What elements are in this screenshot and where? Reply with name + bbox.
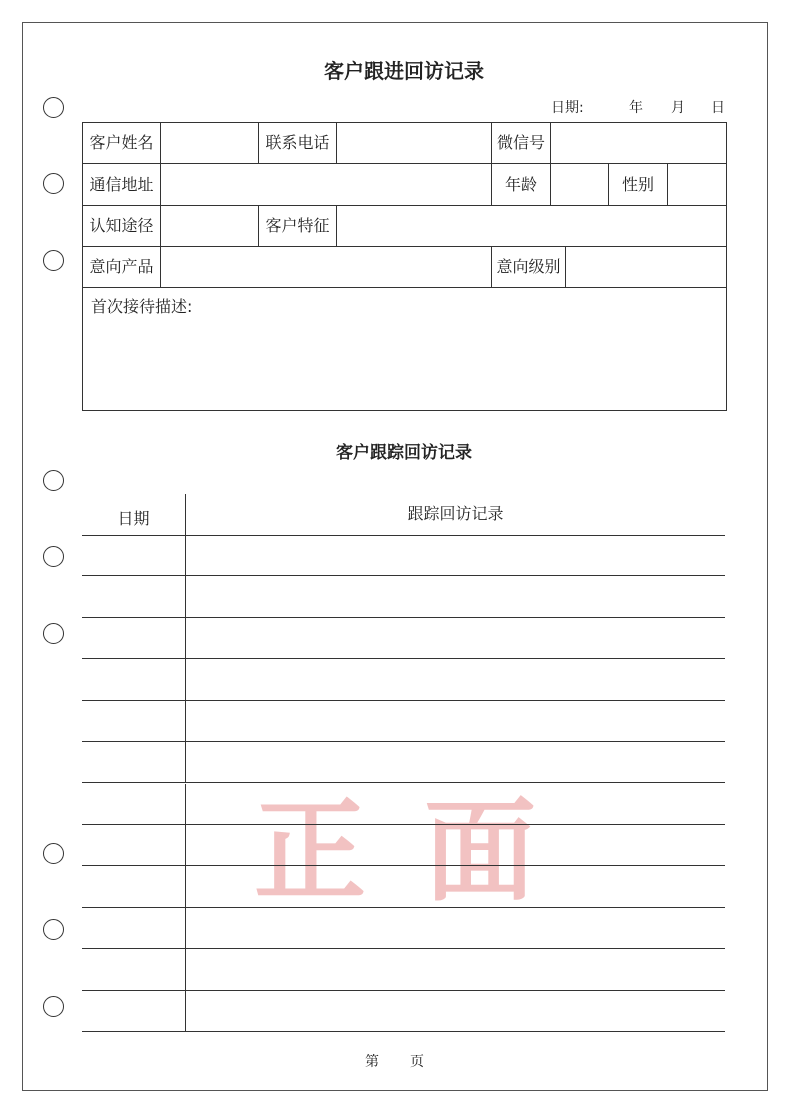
- followup-row: [82, 659, 725, 700]
- followup-title: 客户跟踪回访记录: [336, 443, 472, 463]
- product-label: 意向产品: [82, 246, 161, 288]
- product-value: [160, 246, 492, 288]
- followup-row: [82, 701, 725, 742]
- followup-record-cell: [186, 701, 725, 741]
- first-reception-label: 首次接待描述:: [91, 297, 193, 316]
- date-year-label: 年: [629, 100, 643, 116]
- customer-name-label: 客户姓名: [82, 122, 161, 164]
- followup-date-cell: [82, 576, 186, 616]
- followup-record-cell: [186, 825, 725, 865]
- phone-label: 联系电话: [258, 122, 337, 164]
- source-label: 认知途径: [82, 205, 161, 247]
- wechat-value: [550, 122, 727, 164]
- age-label: 年龄: [491, 163, 551, 206]
- level-value: [565, 246, 727, 288]
- followup-date-cell: [82, 701, 186, 741]
- level-label: 意向级别: [491, 246, 566, 288]
- binder-hole: [43, 843, 64, 864]
- followup-record-cell: [186, 991, 725, 1031]
- age-value: [550, 163, 609, 206]
- followup-record-cell: [186, 659, 725, 699]
- date-day-label: 日: [711, 100, 725, 116]
- followup-row: [82, 991, 725, 1032]
- traits-value: [336, 205, 727, 247]
- watermark: 正面: [254, 786, 594, 917]
- followup-table-header: [82, 494, 725, 536]
- followup-row: [82, 784, 725, 825]
- followup-record-cell: [186, 618, 725, 658]
- date-month-label: 月: [671, 100, 685, 116]
- address-label: 通信地址: [82, 163, 161, 206]
- followup-date-cell: [82, 949, 186, 989]
- followup-record-cell: [186, 866, 725, 906]
- first-reception-box: [82, 287, 727, 411]
- binder-hole: [43, 919, 64, 940]
- gender-value: [667, 163, 727, 206]
- followup-record-cell: [186, 742, 725, 782]
- followup-date-cell: [82, 991, 186, 1031]
- binder-hole: [43, 546, 64, 567]
- page-title: 客户跟进回访记录: [324, 59, 484, 83]
- followup-row: [82, 576, 725, 617]
- followup-date-cell: [82, 784, 186, 824]
- followup-row: [82, 618, 725, 659]
- followup-date-cell: [82, 908, 186, 948]
- followup-row: [82, 535, 725, 576]
- followup-record-cell: [186, 535, 725, 575]
- page-number-suffix: 页: [410, 1054, 424, 1070]
- followup-row: [82, 949, 725, 990]
- followup-date-cell: [82, 825, 186, 865]
- source-value: [160, 205, 259, 247]
- binder-hole: [43, 996, 64, 1017]
- followup-record-header: 跟踪回访记录: [407, 504, 504, 523]
- followup-record-cell: [186, 908, 725, 948]
- binder-hole: [43, 623, 64, 644]
- followup-date-cell: [82, 535, 186, 575]
- binder-hole: [43, 97, 64, 118]
- followup-row: [82, 866, 725, 907]
- page-number-prefix: 第: [365, 1054, 379, 1070]
- date-label: 日期:: [551, 100, 584, 116]
- followup-date-cell: [82, 618, 186, 658]
- followup-record-cell: [186, 949, 725, 989]
- phone-value: [336, 122, 492, 164]
- followup-date-cell: [82, 659, 186, 699]
- gender-label: 性别: [608, 163, 668, 206]
- binder-hole: [43, 173, 64, 194]
- followup-row: [82, 908, 725, 949]
- binder-hole: [43, 470, 64, 491]
- followup-date-header: 日期: [82, 494, 186, 535]
- followup-date-cell: [82, 742, 186, 782]
- binder-hole: [43, 250, 64, 271]
- wechat-label: 微信号: [491, 122, 551, 164]
- followup-record-cell: [186, 576, 725, 616]
- customer-name-value: [160, 122, 259, 164]
- followup-date-cell: [82, 866, 186, 906]
- followup-record-cell: [186, 784, 725, 824]
- followup-row: [82, 825, 725, 866]
- address-value: [160, 163, 492, 206]
- followup-row: [82, 742, 725, 783]
- traits-label: 客户特征: [258, 205, 337, 247]
